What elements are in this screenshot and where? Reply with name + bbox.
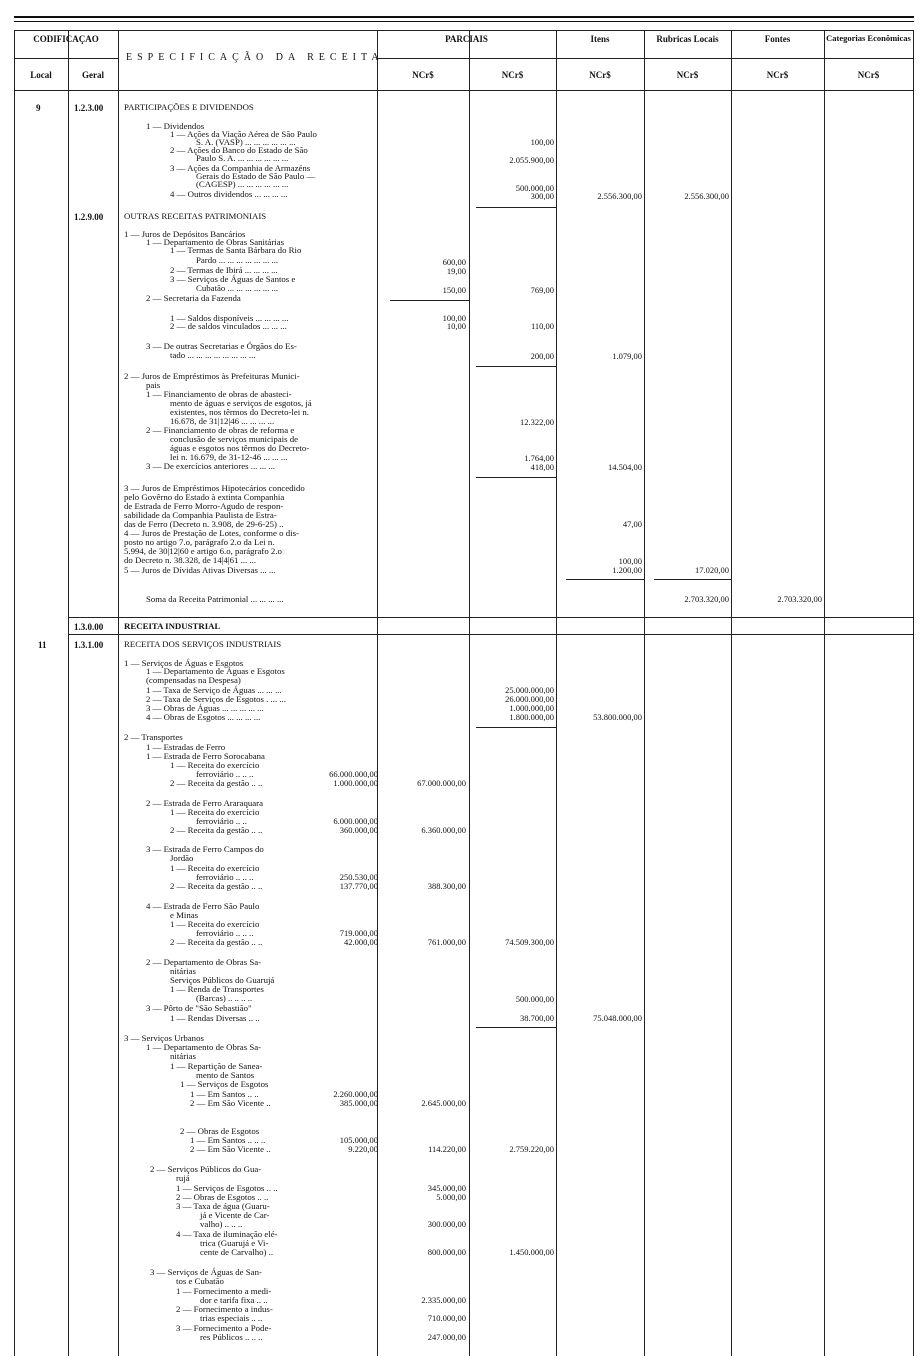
value: 2.645.000,00 (421, 1098, 466, 1108)
line: 1 — Serviços de Esgotos .. .. (176, 1183, 278, 1193)
line: 1 — Repartição de Sanea- (170, 1061, 263, 1071)
line: águas e esgotos nos têrmos do Decreto- (170, 443, 310, 453)
value: 710.000,00 (427, 1313, 466, 1323)
line: posto no artigo 7.o, parágrafo 2.o da Lei n. (124, 537, 275, 547)
geral-code: 1.2.9.00 (74, 212, 104, 222)
value: 110,00 (530, 321, 554, 331)
line: 2 — Termas de Ibirá ... ... ... ... (170, 265, 278, 275)
line: 1 — Saldos disponíveis ... ... ... ... (170, 313, 289, 323)
header-itens: Itens (590, 34, 610, 44)
line: 1 — Departamento de Águas e Esgotos (146, 666, 285, 676)
header-bottom-line (14, 90, 914, 91)
line: rujá (176, 1173, 190, 1183)
line: 1 — Receita do exercício (170, 760, 260, 770)
col-line (824, 30, 825, 1356)
value: 67.000.000,00 (417, 778, 466, 788)
value: 114.220,00 (428, 1144, 466, 1154)
line: 1 — Receita do exercício (170, 807, 260, 817)
line: valho) .. .. .. (200, 1219, 243, 1229)
line: conclusão de serviços municipais de (170, 434, 299, 444)
value: 500.000,00 (515, 183, 554, 193)
line: 2 — Transportes (124, 732, 183, 742)
value: 719.000,00 (339, 928, 378, 938)
col-line (556, 30, 557, 1356)
line: 1 — Estradas de Ferro (146, 742, 226, 752)
header-sub-line (377, 58, 913, 59)
line: 2 — Estrada de Ferro Araraquara (146, 798, 263, 808)
line: 4 — Outros dividendos ... ... ... ... (170, 189, 288, 199)
value: 769,00 (530, 285, 554, 295)
header-currency: NCr$ (676, 70, 699, 80)
value: 300,00 (530, 191, 554, 201)
line: pais (146, 380, 161, 390)
line: 1 — Departamento de Obras Sa- (146, 1042, 262, 1052)
value: 19,00 (446, 266, 466, 276)
total-line (476, 207, 556, 208)
col-line (731, 30, 732, 1356)
section-title: PARTICIPAÇÕES E DIVIDENDOS (124, 102, 254, 112)
line: Gerais do Estado de São Paulo — (196, 171, 316, 181)
col-line (68, 30, 69, 1356)
line: 2 — Obras de Esgotos .. .. (176, 1192, 269, 1202)
total-line (476, 727, 556, 728)
top-rule-thin (14, 21, 914, 22)
line: tos e Cubatão (176, 1276, 224, 1286)
value: 75.048.000,00 (593, 1013, 642, 1023)
line: 1 — Renda de Transportes (170, 984, 264, 994)
header-sub-line (14, 58, 118, 59)
line: 3 — Estrada de Ferro Campos do (146, 844, 264, 854)
line: 2 — Departamento de Obras Sa- (146, 957, 262, 967)
total-line (476, 1027, 556, 1028)
value: 385.000,00 (339, 1098, 378, 1108)
value: 100,00 (442, 313, 466, 323)
line: e Minas (170, 910, 199, 920)
line: 1 — Em Santos .. .. (190, 1089, 259, 1099)
value: 53.800.000,00 (593, 712, 642, 722)
value: 2.556.300,00 (684, 191, 729, 201)
value: 9.220,00 (348, 1144, 378, 1154)
line: 3 — De exercícios anteriores ... ... ... (146, 461, 275, 471)
line: (Barcas) .. .. .. .. (196, 993, 253, 1003)
value: 2.260.000,00 (333, 1089, 378, 1099)
line: 3 — Serviços de Águas de San- (150, 1267, 262, 1277)
line: 1 — Serviços de Águas e Esgotos (124, 658, 244, 668)
line: 1 — Dividendos (146, 121, 205, 131)
geral-code: 1.3.0.00 (74, 622, 104, 632)
line: trica (Guarujá e Vi- (200, 1238, 269, 1248)
value: 1.800.000,00 (509, 712, 554, 722)
line: 1 — Financiamento de obras de abasteci- (146, 389, 292, 399)
col-line (913, 30, 914, 1356)
line: 1 — Em Santos .. .. .. (190, 1135, 266, 1145)
line: lei n. 16.679, de 31-12-46 ... ... ... (170, 452, 288, 462)
value: 1.450.000,00 (509, 1247, 554, 1257)
line: ferroviário .. .. (196, 816, 247, 826)
line: (CAGESP) ... ... ... ... ... ... (196, 179, 289, 189)
value: 12.322,00 (520, 417, 554, 427)
line: S. A. (VASP) ... ... ... ... ... ... (196, 137, 296, 147)
line: 1 — Receita do exercício (170, 863, 260, 873)
header-local: Local (30, 70, 52, 80)
line: Pardo ... ... ... ... ... ... ... (196, 255, 279, 265)
header-fontes: Fontes (764, 34, 791, 44)
line: nitárias (170, 966, 196, 976)
value: 761.000,00 (427, 937, 466, 947)
header-especificacao: ESPECIFICAÇÃO DA RECEITA (126, 52, 384, 63)
value: 388.300,00 (427, 881, 466, 891)
header-currency: NCr$ (501, 70, 524, 80)
local-code: 9 (36, 103, 41, 113)
value: 5.000,00 (436, 1192, 466, 1202)
total-line (390, 300, 469, 301)
line: 3 — Fornecimento a Pode- (176, 1323, 272, 1333)
header-currency: NCr$ (589, 70, 611, 80)
line: ferroviário .. .. .. (196, 872, 254, 882)
line: Paulo S. A. ... ... ... ... ... ... (196, 153, 289, 163)
line: mento de águas e serviços de esgotos, já (170, 398, 312, 408)
line: pelo Govêrno do Estado à extinta Companhia (124, 492, 285, 502)
line: mento de Santos (196, 1070, 255, 1080)
line: 4 — Obras de Esgotos ... ... ... ... (146, 712, 261, 722)
line: 5 — Juros de Dívidas Ativas Diversas ... ... (124, 565, 276, 575)
header-rubricas: Rubricas Locais (656, 34, 719, 44)
geral-code: 1.3.1.00 (74, 640, 104, 650)
line: 1 — Rendas Diversas .. .. (170, 1013, 260, 1023)
line: das de Ferro (Decreto n. 3.908, de 29-6-25) .. (124, 519, 284, 529)
geral-code: 1.2.3.00 (74, 103, 104, 113)
value: 500.000,00 (515, 994, 554, 1004)
line: 2 — Obras de Esgotos (180, 1126, 260, 1136)
line: Cubatão ... ... ... ... ... ... (196, 283, 279, 293)
line: sabilidade da Companhia Paulista de Estra- (124, 510, 277, 520)
total-line (476, 477, 556, 478)
value: 74.509.300,00 (505, 937, 554, 947)
line: Serviços Públicos do Guarujá (170, 975, 275, 985)
section-title: OUTRAS RECEITAS PATRIMONIAIS (124, 211, 267, 221)
line: 1 — Ações da Viação Aérea de São Paulo (170, 129, 317, 139)
line: ferroviário .. .. .. (196, 769, 254, 779)
line: 1 — Departamento de Obras Sanitárias (146, 237, 285, 247)
value: 137.770,00 (339, 881, 378, 891)
line: 16.678, de 31|12|46 ... ... ... ... (170, 416, 275, 426)
total-line (654, 579, 731, 580)
line: 2 — Financiamento de obras de reforma e (146, 425, 295, 435)
value: 17.020,00 (695, 565, 729, 575)
section-title: RECEITA INDUSTRIAL (124, 621, 221, 631)
value: 200,00 (530, 351, 554, 361)
value: 100,00 (530, 137, 554, 147)
line: 1 — Estrada de Ferro Sorocabana (146, 751, 265, 761)
value: 150,00 (442, 285, 466, 295)
line: 3 — Obras de Águas ... ... ... ... ... (146, 703, 264, 713)
header-parciais: PARCIAIS (445, 34, 488, 44)
line: tado ... ... ... ... ... ... ... ... (170, 350, 256, 360)
value: 38.700,00 (520, 1013, 554, 1023)
line: res Públicos .. .. .. (200, 1332, 263, 1342)
line: 2 — Fornecimento a indus- (176, 1304, 273, 1314)
line: já e Vicente de Car- (200, 1210, 270, 1220)
top-rule (14, 16, 914, 18)
line: trias especiais .. .. (200, 1313, 263, 1323)
header-currency: NCr$ (857, 70, 880, 80)
line: de Estrada de Ferro Morro-Agudo de respon- (124, 501, 284, 511)
value: 2.055.900,00 (509, 155, 554, 165)
col-line (469, 30, 470, 1356)
header-top-line (14, 30, 914, 31)
total-line (566, 579, 644, 580)
line: existentes, nos têrmos do Decreto-lei n. (170, 407, 310, 417)
value: 345.000,00 (427, 1183, 466, 1193)
value: 42.000,00 (344, 937, 378, 947)
value: 6.000.000,00 (333, 816, 378, 826)
value: 300.000,00 (427, 1219, 466, 1229)
line: 1 — Termas de Santa Bárbara do Rio (170, 245, 302, 255)
line: 3 — Serviços Urbanos (124, 1033, 204, 1043)
value: 247.000,00 (427, 1332, 466, 1342)
value: 26.000.000,00 (505, 694, 554, 704)
value: 1.764,00 (524, 453, 554, 463)
line: 3 — Juros de Empréstimos Hipotecários concedido (124, 483, 305, 493)
total-line (476, 366, 556, 367)
line: 1 — Receita do exercício (170, 919, 260, 929)
line: 1 — Fornecimento a medi- (176, 1286, 272, 1296)
line: 3 — Pôrto de "São Sebastião" (146, 1003, 252, 1013)
line: 3 — Ações da Companhia de Armazéns (170, 163, 311, 173)
line: cente de Carvalho) .. (200, 1247, 274, 1257)
line: nitárias (170, 1051, 196, 1061)
value: 1.000.000,00 (333, 778, 378, 788)
value: 100,00 (618, 556, 642, 566)
value: 250.530,00 (339, 872, 378, 882)
line: Jordão (170, 853, 194, 863)
line: 2 — Secretaria da Fazenda (146, 293, 241, 303)
line: 2 — Em São Vicente .. (190, 1098, 271, 1108)
value: 1.079,00 (612, 351, 642, 361)
line: 2 — Ações do Banco do Estado de São (170, 145, 308, 155)
value: 6.360.000,00 (421, 825, 466, 835)
line: 2 — Receita da gestão .. .. (170, 881, 263, 891)
line: 2 — Receita da gestão .. .. (170, 937, 263, 947)
header-geral: Geral (82, 70, 104, 80)
line: dor e tarifa fixa .. .. (200, 1295, 268, 1305)
value: 1.000.000,00 (509, 703, 554, 713)
header-categorias: Categorias Econômicas (826, 33, 911, 43)
line: 4 — Taxa de iluminação elé- (176, 1229, 278, 1239)
value: 800.000,00 (427, 1247, 466, 1257)
col-line (118, 30, 119, 1356)
col-line (644, 30, 645, 1356)
line: 2 — Juros de Empréstimos às Prefeituras Munici- (124, 371, 300, 381)
line: 2 — de saldos vinculados ... ... ... (170, 321, 287, 331)
line: ferroviário .. .. .. (196, 928, 254, 938)
value: 2.335.000,00 (421, 1295, 466, 1305)
value: 600,00 (442, 257, 466, 267)
line: do Decreto n. 38.328, de 14|4|61 ... ... (124, 555, 257, 565)
line: 1 — Taxa de Serviço de Águas ... ... ... (146, 685, 282, 695)
value: 14.504,00 (608, 462, 642, 472)
line: 3 — Taxa de água (Guaru- (176, 1201, 270, 1211)
header-currency: NCr$ (412, 70, 434, 80)
value: 66.000.000,00 (329, 769, 378, 779)
value: 1.200,00 (612, 565, 642, 575)
value: 2.703.320,00 (684, 594, 729, 604)
col-line (377, 30, 378, 1356)
line: 4 — Juros de Prestação de Lotes, conforme o dis- (124, 528, 299, 538)
value: 360.000,00 (339, 825, 378, 835)
line: 1 — Juros de Depósitos Bancários (124, 229, 246, 239)
line: 2 — Em São Vicente .. (190, 1144, 271, 1154)
line: 2 — Receita da gestão .. .. (170, 825, 263, 835)
value: 2.556.300,00 (597, 191, 642, 201)
value: 418,00 (530, 462, 554, 472)
line: 2 — Receita da gestão .. .. (170, 778, 263, 788)
header-codificacao: CODIFICAÇAO (33, 34, 99, 44)
value: 10,00 (446, 321, 466, 331)
line: Soma da Receita Patrimonial ... ... ... ... (146, 594, 284, 604)
line: 3 — Serviços de Águas de Santos e (170, 274, 296, 284)
section-divider (68, 634, 913, 635)
line: 1 — Serviços de Esgotos (180, 1079, 269, 1089)
line: 5.994, de 30|12|60 e artigo 6.o, parágrafo 2.o (124, 546, 282, 556)
section-divider (68, 617, 913, 618)
value: 2.703.320,00 (777, 594, 822, 604)
value: 25.000.000,00 (505, 685, 554, 695)
line: 2 — Taxa de Serviços de Esgotos . ... ... (146, 694, 286, 704)
col-line (14, 30, 15, 1356)
line: (compensadas na Despesa) (146, 675, 241, 685)
value: 105.000,00 (339, 1135, 378, 1145)
line: 4 — Estrada de Ferro São Paulo (146, 901, 260, 911)
value: 47,00 (622, 519, 642, 529)
header-currency: NCr$ (766, 70, 789, 80)
line: 3 — De outras Secretarias e Órgãos do Es- (146, 341, 297, 351)
local-code: 11 (38, 640, 47, 650)
section-title: RECEITA DOS SERVIÇOS INDUSTRIAIS (124, 639, 282, 649)
value: 2.759.220,00 (509, 1144, 554, 1154)
line: 2 — Serviços Públicos do Gua- (150, 1164, 262, 1174)
